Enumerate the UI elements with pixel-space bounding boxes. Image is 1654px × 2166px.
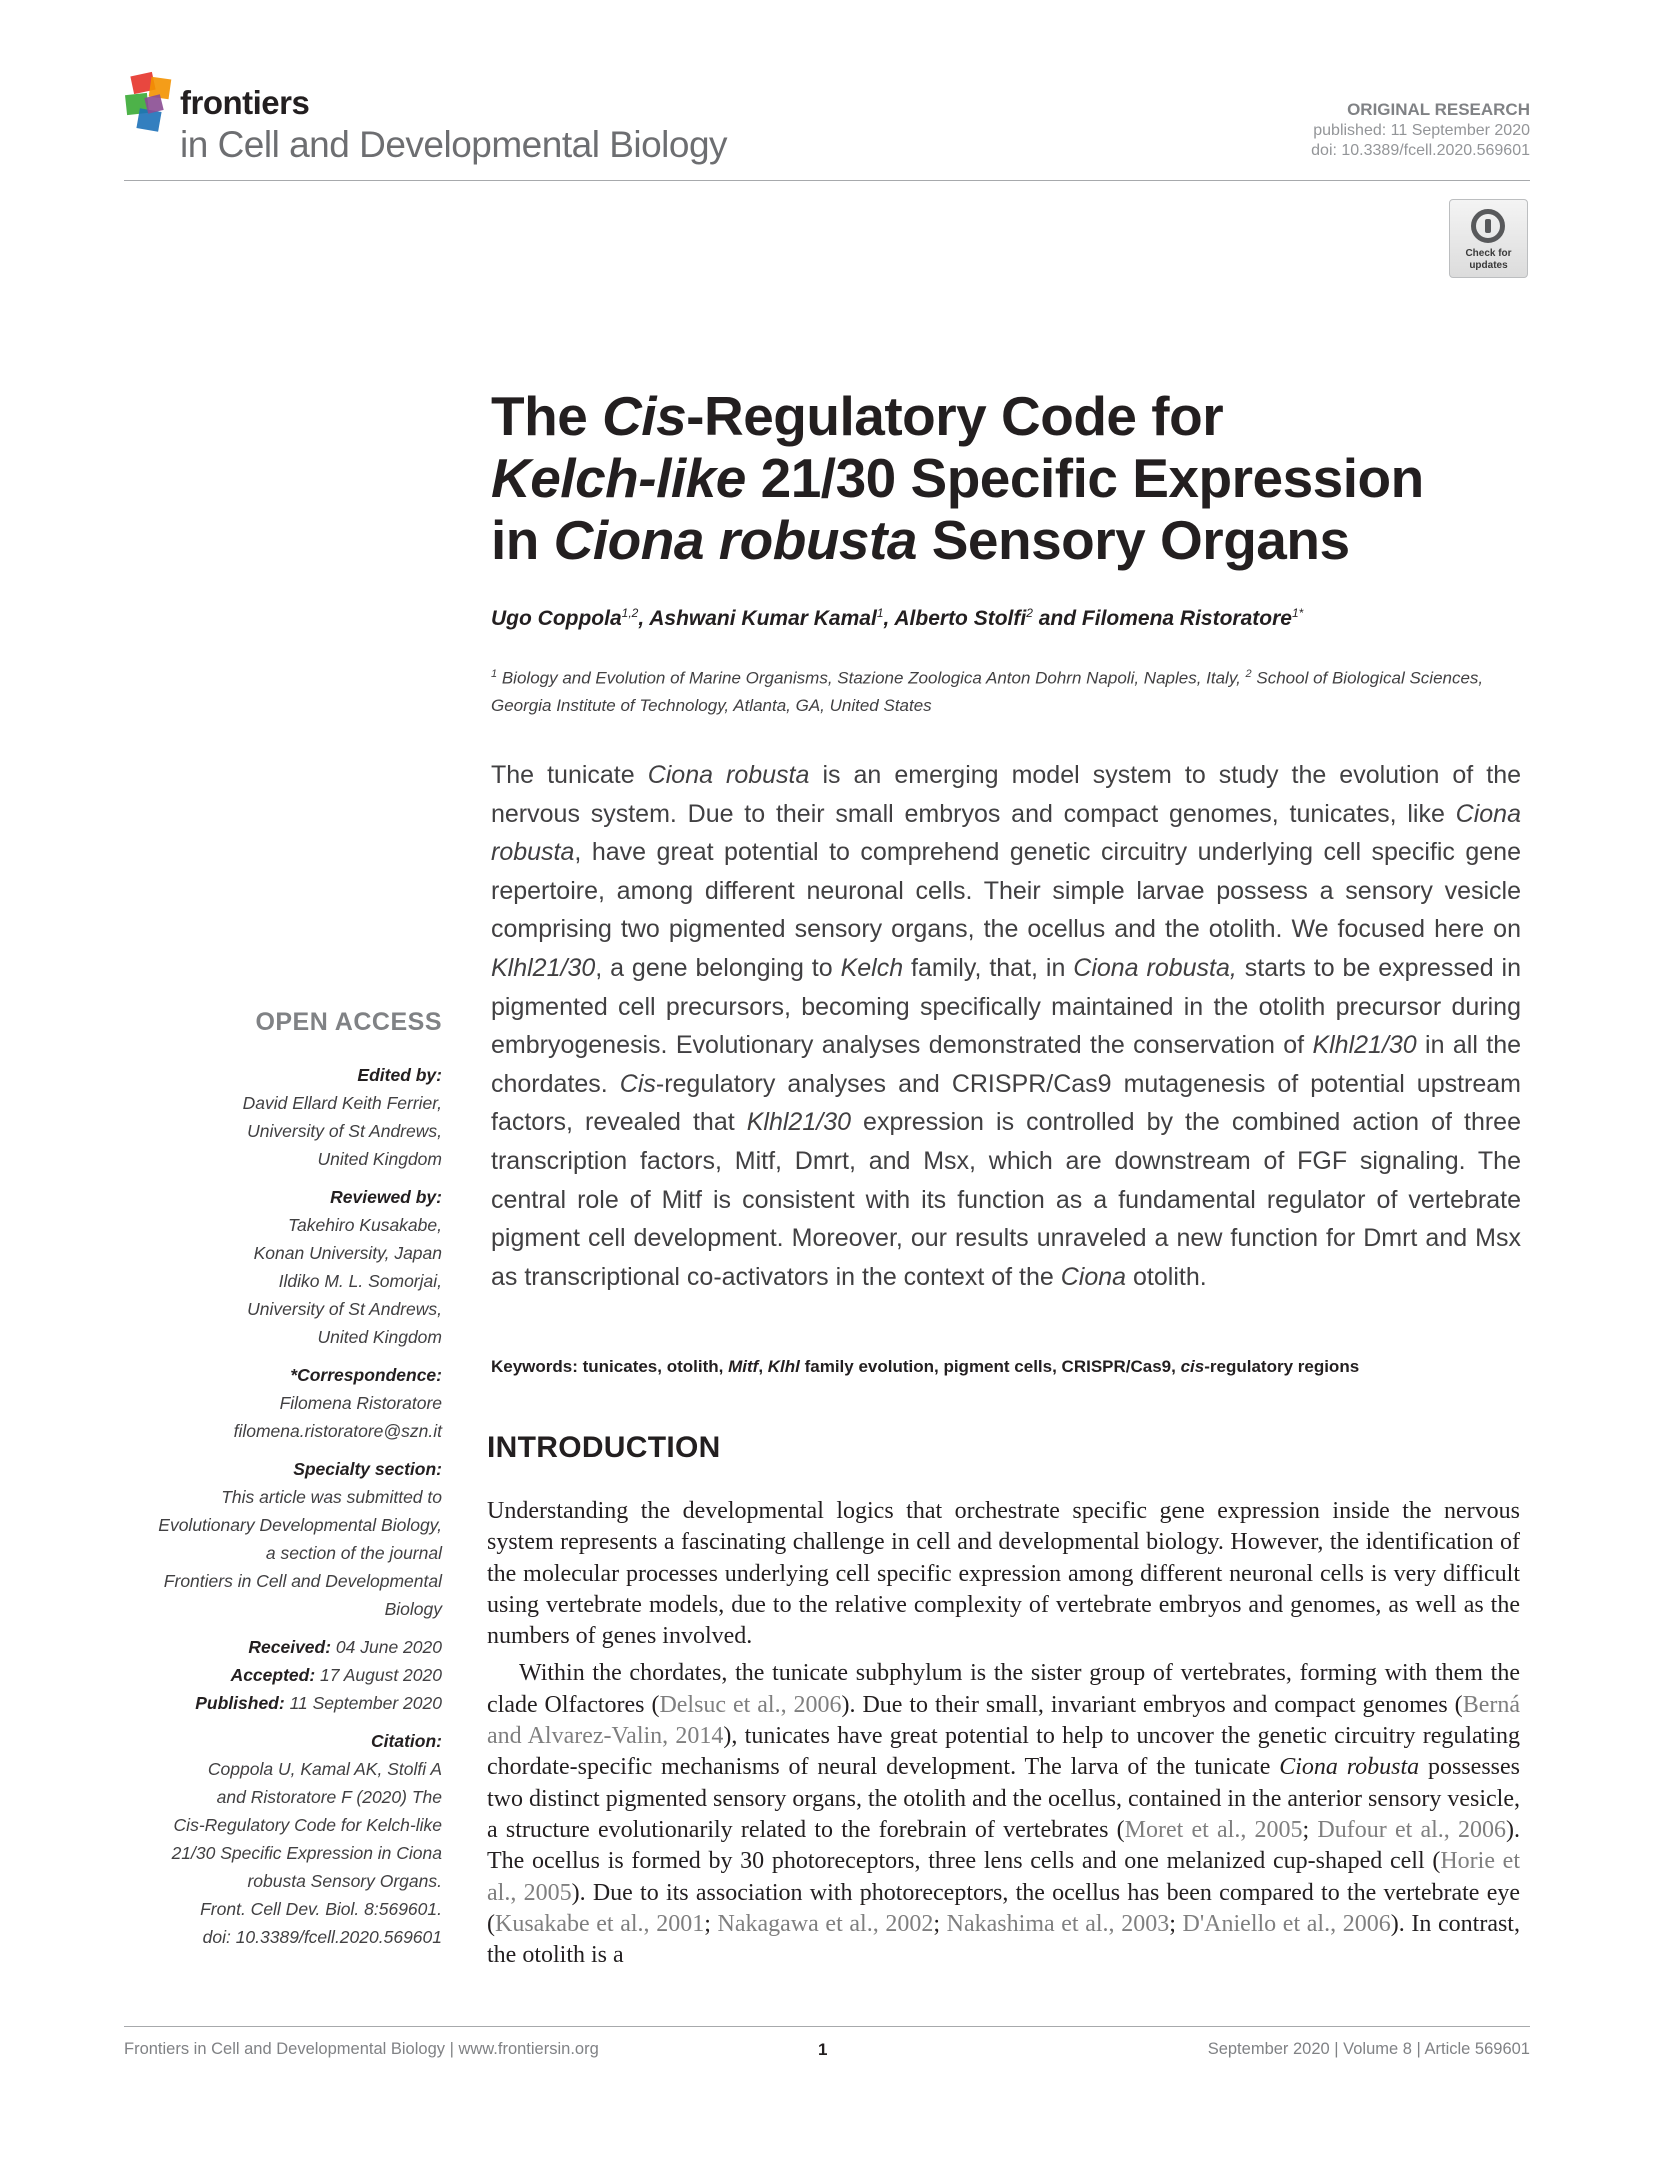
check-for-updates-label: Check for updates — [1465, 248, 1512, 271]
citation-link[interactable]: Nakagawa et al., 2002 — [717, 1910, 934, 1937]
check-for-updates-button[interactable] — [1449, 199, 1528, 278]
citation-link[interactable]: Horie et al., 2005 — [487, 1848, 1521, 1906]
citation-line: 21/30 Specific Expression in Ciona — [171, 1843, 442, 1863]
section-heading-introduction: INTRODUCTION — [487, 1431, 721, 1464]
accepted-date: Accepted: 17 August 2020 — [230, 1665, 442, 1685]
specialty-line: a section of the journal — [265, 1543, 442, 1563]
article-info-sidebar — [124, 1008, 442, 1951]
citation-heading: Citation: — [371, 1731, 442, 1751]
specialty-line: Biology — [384, 1599, 442, 1619]
citation-line: Coppola U, Kamal AK, Stolfi A — [207, 1759, 442, 1779]
footer-article-info: September 2020 | Volume 8 | Article 569601 — [1207, 2040, 1530, 2058]
citation-link[interactable]: Nakashima et al., 2003 — [946, 1910, 1170, 1937]
reviewer-line: Konan University, Japan — [253, 1243, 442, 1263]
author: Ugo Coppola — [491, 607, 622, 630]
citation-link[interactable]: Dufour et al., 2006 — [1317, 1816, 1507, 1843]
citation-line: Front. Cell Dev. Biol. 8:569601. — [200, 1899, 442, 1919]
correspondence-email-link[interactable]: filomena.ristoratore@szn.it — [233, 1421, 442, 1441]
footer-journal-link[interactable]: Frontiers in Cell and Developmental Biology | www.frontiersin.org — [124, 2040, 599, 2058]
reviewer-line: Ildiko M. L. Somorjai, — [278, 1271, 442, 1291]
header-divider — [124, 180, 1530, 181]
editor-line: David Ellard Keith Ferrier, — [242, 1093, 442, 1113]
published-date-sidebar: Published: 11 September 2020 — [195, 1693, 442, 1713]
received-date: Received: 04 June 2020 — [248, 1637, 442, 1657]
edited-by-heading: Edited by: — [357, 1065, 442, 1085]
reviewed-by-heading: Reviewed by: — [330, 1187, 442, 1207]
keywords: Keywords: tunicates, otolith, Mitf, Klhl family evolution, pigment cells, CRISPR/Cas9, cis-regulatory regions — [491, 1357, 1360, 1376]
correspondence-name: Filomena Ristoratore — [279, 1393, 442, 1413]
citation-line: Cis-Regulatory Code for Kelch-like — [173, 1815, 442, 1835]
author: and Filomena Ristoratore — [1032, 607, 1292, 630]
editor-line: University of St Andrews, — [247, 1121, 442, 1141]
paragraph: Understanding the developmental logics that orchestrate specific gene expression inside the nervous system represents a fascinating challenge in cell and developmental biology. However, the identification of the molecular processes underlying cell specific expression among different neuronal cells is very difficult using vertebrate models, due to the relative complexity of vertebrate embryos and genomes, as well as the numbers of genes involved. — [487, 1498, 1520, 1650]
specialty-line: Evolutionary Developmental Biology, — [158, 1515, 442, 1535]
crossmark-icon — [1471, 209, 1505, 243]
author: , Alberto Stolfi — [883, 607, 1027, 630]
citation-link[interactable]: Moret et al., 2005 — [1124, 1816, 1303, 1843]
citation-link[interactable]: Kusakabe et al., 2001 — [495, 1910, 705, 1937]
citation-link[interactable]: Berná and Alvarez-Valin, 2014 — [487, 1691, 1520, 1750]
affiliations: $^1$ Biology and Evolution of Marine Organisms, Stazione Zoologica Anton Dohrn Napoli, Naples, Italy, $^2$ School of Biological Sciences, Georgia Institute of Technology, Atlanta, GA, United States — [491, 668, 1484, 715]
reviewer-line: United Kingdom — [317, 1327, 442, 1347]
paragraph: Within the chordates, the tunicate subphylum is the sister group of vertebrates, forming with them the clade Olfactores (Delsuc et al., 2006). Due to their small, invariant embryos and compact genomes (Berná and Alvarez-Valin, 2014), tunicates have great potential to help to uncover the genetic circuitry regulating chordate-specific mechanisms of neural development. The larva of the tunicate Ciona robusta possesses two distinct pigmented sensory organs, the otolith and the ocellus, contained in the anterior sensory vesicle, a structure evolutionarily related to the forebrain of vertebrates (Moret et al., 2005; Dufour et al., 2006). The ocellus is formed by 30 photoreceptors, three lens cells and one melanized cup-shaped cell (Horie et al., 2005). Due to its association with photoreceptors, the ocellus has been compared to the vertebrate eye (Kusakabe et al., 2001; Nakagawa et al., 2002; Nakashima et al., 2003; D'Aniello et al., 2006). In contrast, the otolith is a — [487, 1660, 1521, 1969]
introduction-body — [487, 1496, 1520, 1971]
article-title: The Cis-Regulatory Code for Kelch-like 21/30 Specific Expression in Ciona robusta Sensory Organs — [491, 385, 1424, 571]
reviewer-line: Takehiro Kusakabe, — [287, 1215, 442, 1235]
abstract: The tunicate Ciona robusta is an emerging model system to study the evolution of the nervous system. Due to their small embryos and compact genomes, tunicates, like Ciona robusta, have great potential to comprehend genetic circuitry underlying cell specific gene repertoire, among different neuronal cells. Their simple larvae possess a sensory vesicle comprising two pigmented sensory organs, the ocellus and the otolith. We focused here on Klhl21/30, a gene belonging to Kelch family, that, in Ciona robusta, starts to be expressed in pigmented cell precursors, becoming specifically maintained in the otolith precursor during embryogenesis. Evolutionary analyses demonstrated the conservation of Klhl21/30 in all the chordates. Cis-regulatory analyses and CRISPR/Cas9 mutagenesis of potential upstream factors, revealed that Klhl21/30 expression is controlled by the combined action of three transcription factors, Mitf, Dmrt, and Msx, which are downstream of FGF signaling. The central role of Mitf is consistent with its function as a fundamental regulator of vertebrate pigment cell development. Moreover, our results unraveled a new function for Dmrt and Msx as transcriptional co-activators in the context of the Ciona otolith. — [491, 761, 1522, 1291]
author-list: Ugo Coppola$^{1,2}$, Ashwani Kumar Kamal$^1$, Alberto Stolfi$^2$ and Filomena Ristoratore$^{1*}$ — [491, 606, 1304, 630]
journal-brand: frontiers — [180, 84, 310, 121]
reviewer-line: University of St Andrews, — [247, 1299, 442, 1319]
frontiers-logo-icon — [124, 70, 188, 134]
citation-line: and Ristoratore F (2020) The — [216, 1787, 442, 1807]
author: , Ashwani Kumar Kamal — [638, 607, 877, 630]
article-type: ORIGINAL RESEARCH — [1347, 100, 1530, 119]
citation-link[interactable]: D'Aniello et al., 2006 — [1182, 1910, 1391, 1937]
journal-name: in Cell and Developmental Biology — [180, 124, 728, 165]
page-number: 1 — [818, 2040, 828, 2059]
citation-doi-link[interactable]: doi: 10.3389/fcell.2020.569601 — [202, 1927, 442, 1947]
correspondence-heading: *Correspondence: — [290, 1365, 442, 1385]
citation-line: robusta Sensory Organs. — [247, 1871, 442, 1891]
editor-line: United Kingdom — [317, 1149, 442, 1169]
footer-divider — [124, 2026, 1530, 2027]
specialty-line: This article was submitted to — [221, 1487, 442, 1507]
published-date: published: 11 September 2020 — [1313, 122, 1530, 139]
specialty-heading: Specialty section: — [293, 1459, 442, 1479]
citation-link[interactable]: Delsuc et al., 2006 — [659, 1691, 842, 1718]
specialty-line: Frontiers in Cell and Developmental — [163, 1571, 442, 1591]
doi: doi: 10.3389/fcell.2020.569601 — [1311, 142, 1530, 159]
open-access-label: OPEN ACCESS — [255, 1008, 442, 1036]
